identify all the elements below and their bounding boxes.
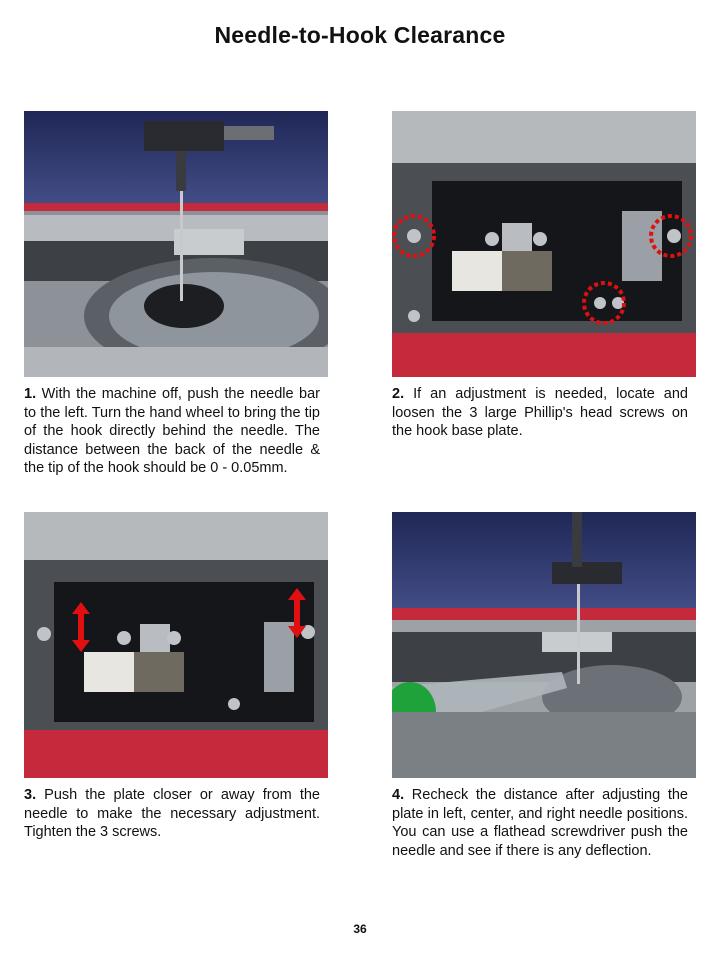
step-number: 2. — [392, 386, 405, 402]
step-number: 1. — [24, 386, 37, 402]
step-4-caption — [392, 786, 688, 860]
step-text: Recheck the distance after adjusting the plate in left, center, and right needle positions. You can use a flathead screwdriver push the needle and see if there is any deflection. — [392, 787, 688, 859]
step-4-photo — [392, 512, 696, 778]
screwdriver-check-photo — [392, 512, 696, 778]
step-text: With the machine off, push the needle bar to the left. Turn the hand wheel to bring the tip of the hook directly behind the needle. The distance between the back of the needle & the tip of the hook should be 0 - 0.05mm. — [24, 386, 320, 477]
page-number: 36 — [353, 922, 367, 936]
step-2-photo — [392, 111, 696, 377]
step-3-caption — [24, 786, 320, 842]
step-1-photo — [24, 111, 328, 377]
plate-adjustment-photo — [24, 512, 328, 778]
step-1-caption — [24, 385, 320, 478]
step-3-photo — [24, 512, 328, 778]
step-number: 3. — [24, 787, 37, 803]
step-number: 4. — [392, 787, 405, 803]
step-text: Push the plate closer or away from the needle to make the necessary adjustment. Tighten the 3 screws. — [24, 787, 320, 841]
hook-base-plate-photo — [392, 111, 696, 377]
page-title: Needle-to-Hook Clearance — [214, 22, 506, 48]
step-text: If an adjustment is needed, locate and loosen the 3 large Phillip's head screws on the hook base plate. — [392, 386, 688, 440]
step-2-caption — [392, 385, 688, 441]
needle-bobbin-photo — [24, 111, 328, 377]
